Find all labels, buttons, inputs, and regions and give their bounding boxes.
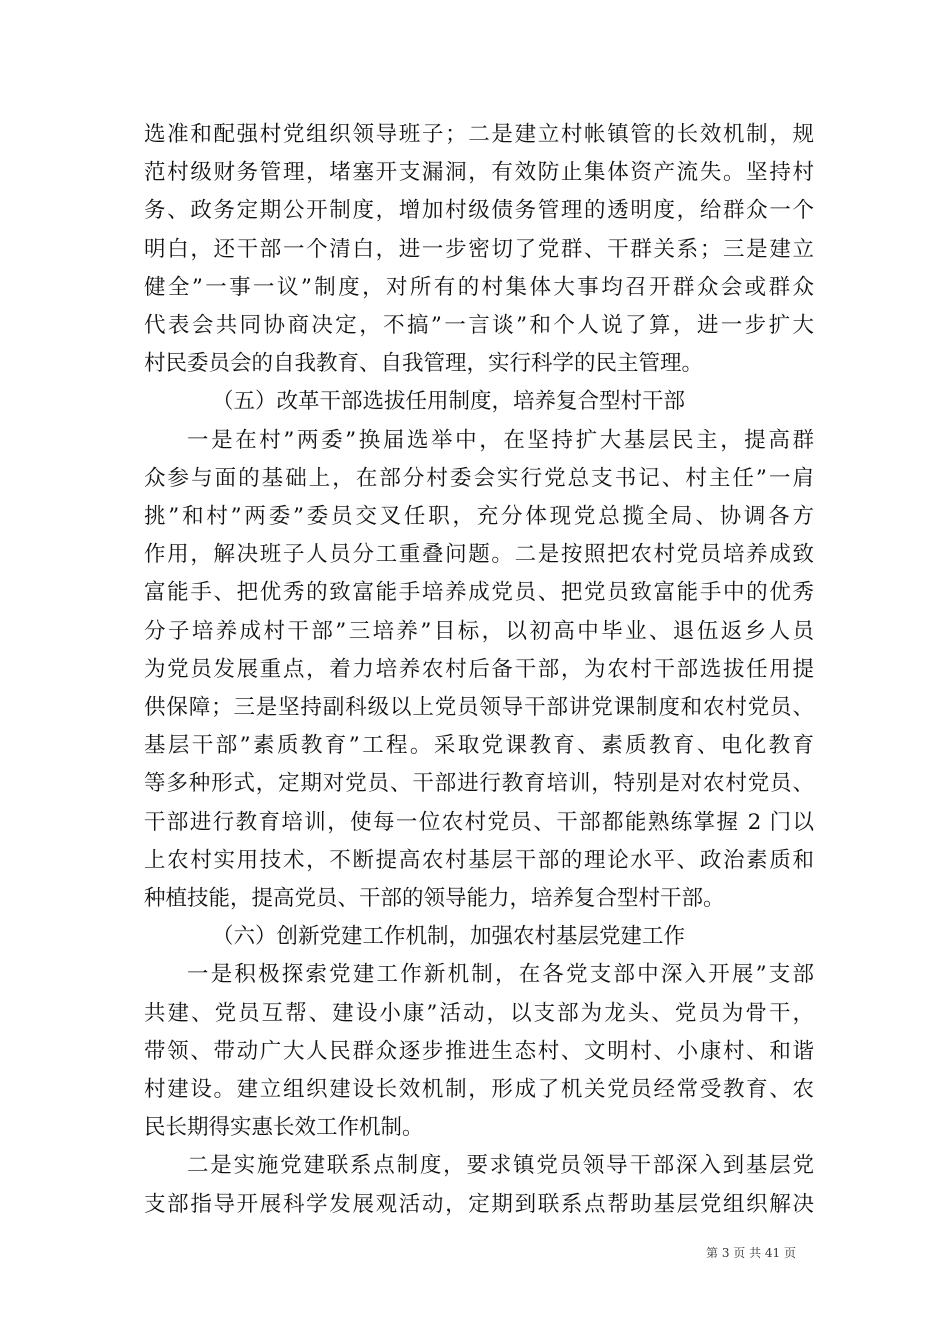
text-line: 带领、带动广大人民群众逐步推进生态村、文明村、小康村、和谐 bbox=[144, 1038, 814, 1064]
text-line: 选准和配强村党组织领导班子；二是建立村帐镇管的长效机制，规 bbox=[144, 122, 814, 147]
text-line: 富能手、把优秀的致富能手培养成党员、把党员致富能手中的优秀 bbox=[144, 580, 814, 606]
text-line: 一是积极探索党建工作新机制，在各党支部中深入开展”支部 bbox=[187, 962, 814, 988]
text-line: 挑”和村”两委”委员交叉任职，充分体现党总揽全局、协调各方 bbox=[144, 504, 814, 530]
text-line: 分子培养成村干部”三培养”目标，以初高中毕业、退伍返乡人员 bbox=[144, 618, 814, 644]
text-line: 明白，还干部一个清白，进一步密切了党群、干群关系；三是建立 bbox=[144, 236, 814, 262]
text-line: 村民委员会的自我教育、自我管理，实行科学的民主管理。 bbox=[144, 351, 704, 377]
text-line: 代表会共同协商决定，不搞”一言谈”和个人说了算，进一步扩大 bbox=[144, 313, 814, 339]
section-heading-5: （五）改革干部选拔任用制度，培养复合型村干部 bbox=[212, 389, 686, 415]
text-line: 健全”一事一议”制度，对所有的村集体大事均召开群众会或群众 bbox=[144, 274, 814, 300]
text-line: 二是实施党建联系点制度，要求镇党员领导干部深入到基层党 bbox=[187, 1153, 814, 1179]
text-line: 干部进行教育培训，使每一位农村党员、干部都能熟练掌握 2 门以 bbox=[144, 809, 814, 835]
text-line: 民长期得实惠长效工作机制。 bbox=[144, 1115, 424, 1141]
text-line: 支部指导开展科学发展观活动，定期到联系点帮助基层党组织解决 bbox=[144, 1191, 814, 1217]
text-line: 范村级财务管理，堵塞开支漏洞，有效防止集体资产流失。坚持村 bbox=[144, 160, 814, 186]
text-line: 务、政务定期公开制度，增加村级债务管理的透明度，给群众一个 bbox=[144, 198, 814, 224]
text-line: 共建、党员互帮、建设小康”活动，以支部为龙头、党员为骨干， bbox=[144, 1000, 814, 1026]
text-line: 等多种形式，定期对党员、干部进行教育培训，特别是对农村党员、 bbox=[144, 771, 814, 797]
body-text bbox=[144, 116, 814, 1224]
text-line: 为党员发展重点，着力培养农村后备干部，为农村干部选拔任用提 bbox=[144, 656, 814, 682]
text-line: 一是在村”两委”换届选举中，在坚持扩大基层民主，提高群 bbox=[187, 427, 814, 453]
text-line: 作用，解决班子人员分工重叠问题。二是按照把农村党员培养成致 bbox=[144, 542, 814, 568]
text-line: 种植技能，提高党员、干部的领导能力，培养复合型村干部。 bbox=[144, 886, 725, 912]
text-line: 上农村实用技术，不断提高农村基层干部的理论水平、政治素质和 bbox=[144, 847, 814, 873]
section-heading-6: （六）创新党建工作机制，加强农村基层党建工作 bbox=[212, 924, 686, 950]
text-line: 基层干部”素质教育”工程。采取党课教育、素质教育、电化教育 bbox=[144, 733, 814, 759]
page-number: 第 3 页 共 41 页 bbox=[706, 1246, 796, 1260]
text-line: 众参与面的基础上，在部分村委会实行党总支书记、村主任”一肩 bbox=[144, 465, 814, 491]
text-line: 村建设。建立组织建设长效机制，形成了机关党员经常受教育、农 bbox=[144, 1077, 814, 1103]
text-line: 供保障；三是坚持副科级以上党员领导干部讲党课制度和农村党员、 bbox=[144, 695, 814, 721]
